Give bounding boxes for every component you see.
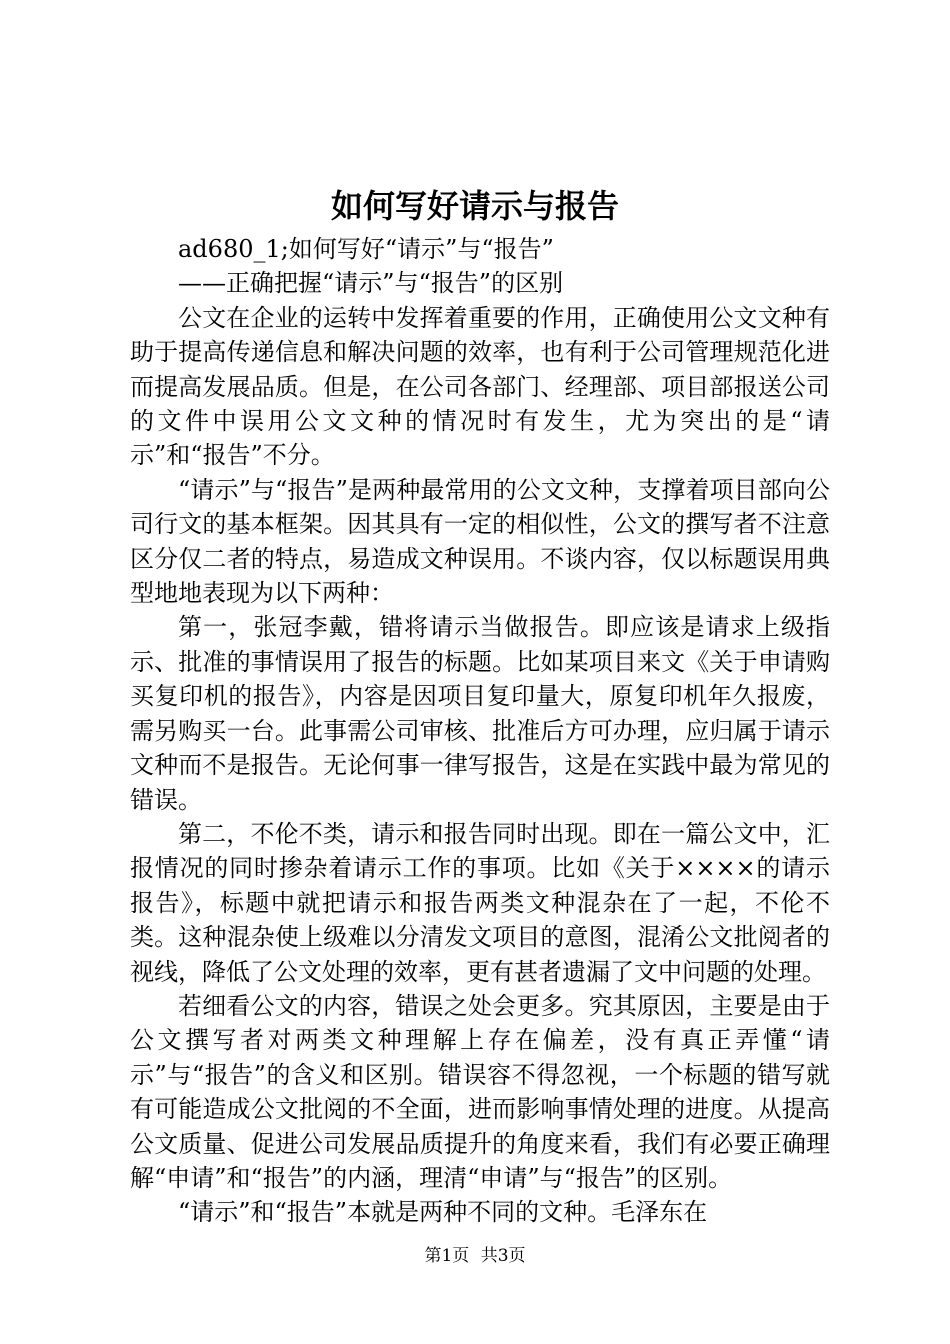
document-title: 如何写好请示与报告 bbox=[330, 187, 619, 225]
page-total: 共3页 bbox=[480, 1246, 526, 1266]
body-paragraph: 若细看公文的内容，错误之处会更多。究其原因，主要是由于公文撰写者对两类文种理解上存在偏差，没有真正弄懂“请示”与“报告”的含义和区别。错误容不得忽视，一个标题的错写就有可能造成公文批阅的不全面，进而影响事情处理的进度。从提高公文质量、促进公司发展品质提升的角度来看，我们有必要正确理解“申请”和“报告”的内涵，理清“申请”与“报告”的区别。 bbox=[130, 991, 830, 1192]
body-paragraph: 第二，不伦不类，请示和报告同时出现。即在一篇公文中，汇报情况的同时掺杂着请示工作的事项。比如《关于××××的请示报告》，标题中就把请示和报告两类文种混杂在了一起，不伦不类。这种混杂使上级难以分清发文项目的意图，混淆公文批阅者的视线，降低了公文处理的效率，更有甚者遗漏了文中问题的处理。 bbox=[130, 819, 830, 986]
body-paragraph: 公文在企业的运转中发挥着重要的作用，正确使用公文文种有助于提高传递信息和解决问题的效率，也有利于公司管理规范化进而提高发展品质。但是，在公司各部门、经理部、项目部报送公司的文件中误用公文文种的情况时有发生，尤为突出的是“请示”和“报告”不分。 bbox=[130, 303, 830, 470]
subtitle-line: ad680_1;如何写好“请示”与“报告” bbox=[178, 235, 554, 263]
page-footer bbox=[0, 1244, 950, 1268]
body-paragraph: “请示”与“报告”是两种最常用的公文文种，支撑着项目部向公司行文的基本框架。因其具有一定的相似性，公文的撰写者不注意区分仅二者的特点，易造成文种误用。不谈内容，仅以标题误用典型地地表现为以下两种： bbox=[130, 475, 830, 608]
document-body bbox=[130, 232, 830, 1230]
body-paragraph: 第一，张冠李戴，错将请示当做报告。即应该是请求上级指示、批准的事情误用了报告的标题。比如某项目来文《关于申请购买复印机的报告》，内容是因项目复印量大，原复印机年久报废，需另购买一台。此事需公司审核、批准后方可办理，应归属于请示文种而不是报告。无论何事一律写报告，这是在实践中最为常见的错误。 bbox=[130, 613, 830, 814]
body-paragraph: “请示”和“报告”本就是两种不同的文种。毛泽东在 bbox=[178, 1198, 708, 1227]
subtitle-line: ——正确把握“请示”与“报告”的区别 bbox=[178, 269, 564, 298]
page-number: 第1页 bbox=[424, 1246, 470, 1266]
